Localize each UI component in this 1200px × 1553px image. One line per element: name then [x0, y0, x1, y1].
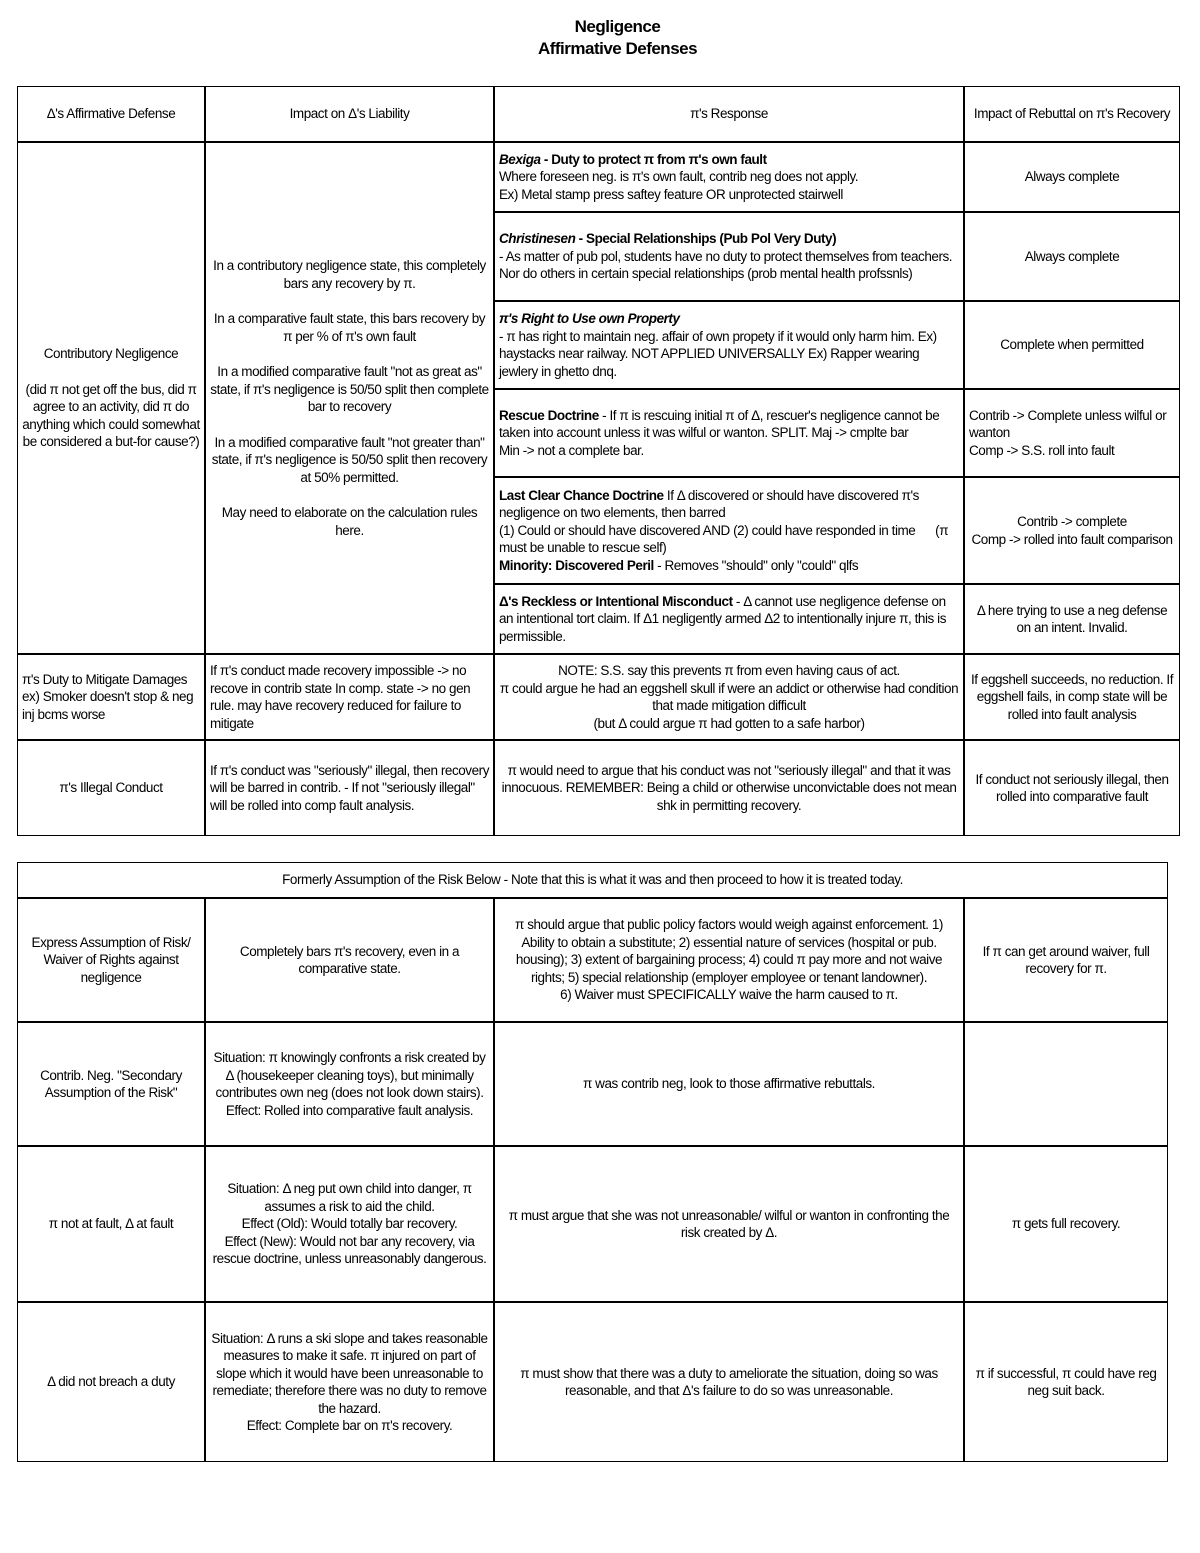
- response-text: Min -> not a complete bar.: [499, 442, 644, 458]
- mitigate-rebuttal-cell: If eggshell succeeds, no reduction. If eggshell fails, in comp state will be rolled into fault analysis: [964, 654, 1180, 740]
- impact-paragraph: May need to elaborate on the calculation rules here.: [221, 505, 478, 538]
- doctrine-heading: Minority: Discovered Peril: [499, 557, 654, 573]
- page-title: [0, 16, 1200, 60]
- doctrine-heading: Last Clear Chance Doctrine: [499, 487, 664, 503]
- table-header-row: [17, 86, 1180, 142]
- rebuttal-cell: Complete when permitted: [964, 301, 1180, 389]
- illegal-rebuttal-cell: If conduct not seriously illegal, then rolled into comparative fault: [964, 740, 1180, 836]
- response-text: π could argue he had an eggshell skull if were an addict or otherwise had condition that made mitigation difficult: [499, 680, 959, 713]
- impact-text: Effect: Rolled into comparative fault analysis.: [225, 1102, 474, 1118]
- defense-cell: π not at fault, Δ at fault: [17, 1146, 205, 1302]
- response-intentional-misconduct: [494, 584, 964, 654]
- response-text: - As matter of pub pol, students have no duty to protect themselves from teachers. Nor do others in certain special relationships (prob mental health profssnls): [499, 248, 953, 282]
- mitigate-response-cell: [494, 654, 964, 740]
- mitigate-defense-cell: π's Duty to Mitigate Damages ex) Smoker doesn't stop & neg inj bcms worse: [17, 654, 205, 740]
- contributory-impact-cell: [205, 142, 494, 654]
- case-name: Bexiga: [499, 151, 541, 167]
- response-bexiga: [494, 142, 964, 212]
- impact-cell: [205, 1022, 494, 1146]
- response-cell: [494, 898, 964, 1022]
- rebuttal-cell: [964, 389, 1180, 477]
- impact-text: Effect (New): Would not bar any recovery, via rescue doctrine, unless unreasonably dangerous.: [212, 1233, 487, 1267]
- mitigate-impact-cell: If π's conduct made recovery impossible -> no recove in contrib state In comp. state -> no gen rule. may have recovery reduced for failure to mitigate: [205, 654, 494, 740]
- assumption-banner: Formerly Assumption of the Risk Below - Note that this is what it was and then proceed to how it is treated today.: [17, 862, 1168, 898]
- response-cell: [494, 1302, 964, 1462]
- rebuttal-cell: Always complete: [964, 142, 1180, 212]
- contributory-note: (did π not get off the bus, did π agree to an activity, did π do anything which could somewhat be considered a but-for cause?): [22, 381, 200, 450]
- header-defense: Δ's Affirmative Defense: [17, 86, 205, 142]
- impact-cell: [205, 898, 494, 1022]
- rebuttal-line: Contrib -> complete: [1017, 514, 1127, 529]
- rebuttal-cell: π gets full recovery.: [964, 1146, 1168, 1302]
- response-text: NOTE: S.S. say this prevents π from even having caus of act.: [558, 663, 900, 678]
- response-christinesen: [494, 212, 964, 301]
- table-row: [17, 740, 1180, 836]
- response-text: - π has right to maintain neg. affair of own propety if it would only harm him. Ex) haystacks near railway. NOT APPLIED UNIVERSALLY Ex) Rapper wearing jewlery in ghetto dnq.: [499, 328, 937, 379]
- impact-paragraph: In a modified comparative fault "not greater than" state, if π's negligence is 50/50 split then recovery at 50% permitted.: [211, 434, 488, 485]
- doctrine-heading: Δ's Reckless or Intentional Misconduct: [499, 593, 733, 609]
- defense-cell: Δ did not breach a duty: [17, 1302, 205, 1462]
- response-rescue-doctrine: [494, 389, 964, 477]
- contributory-defense-cell: [17, 142, 205, 654]
- defense-cell: Express Assumption of Risk/ Waiver of Rights against negligence: [17, 898, 205, 1022]
- rebuttal-cell: Always complete: [964, 212, 1180, 301]
- impact-text: Situation: Δ runs a ski slope and takes reasonable measures to make it safe. π injured on part of slope which it would have been unreasonable to remediate; therefore there was no duty to remove the hazard.: [211, 1330, 488, 1416]
- response-text: π must argue that she was not unreasonable/ wilful or wanton in confronting the risk created by Δ.: [508, 1207, 950, 1240]
- rebuttal-cell: [964, 477, 1180, 584]
- table-row: [17, 1146, 1168, 1302]
- table-row: [17, 654, 1180, 740]
- response-own-property: [494, 301, 964, 389]
- impact-text: Effect: Complete bar on π's recovery.: [246, 1418, 453, 1433]
- rebuttal-cell: Δ here trying to use a neg defense on an intent. Invalid.: [964, 584, 1180, 654]
- response-cell: [494, 1146, 964, 1302]
- impact-paragraph: In a modified comparative fault "not as great as" state, if π's negligence is 50/50 split then complete bar to recovery: [210, 364, 489, 414]
- table-row: [17, 1302, 1168, 1462]
- header-rebuttal: Impact of Rebuttal on π's Recovery: [964, 86, 1180, 142]
- impact-cell: [205, 1146, 494, 1302]
- case-heading: - Special Relationships (Pub Pol Very Duty): [575, 231, 837, 247]
- impact-paragraph: In a contributory negligence state, this completely bars any recovery by π.: [213, 258, 486, 291]
- contributory-title: Contributory Negligence: [43, 346, 179, 362]
- impact-text: Situation: Δ neg put own child into danger, π assumes a risk to aid the child.: [227, 1181, 472, 1214]
- table-row: [17, 142, 1180, 212]
- impact-text: Situation: π knowingly confronts a risk created by Δ (housekeeper cleaning toys), but minimally contributes own neg (does not look down stairs).: [213, 1050, 486, 1100]
- response-last-clear-chance: [494, 477, 964, 584]
- rebuttal-line: Comp -> S.S. roll into fault: [969, 442, 1115, 458]
- response-text: (1) Could or should have discovered AND (2) could have responded in time (π must be unable to rescue self): [499, 522, 952, 556]
- response-text: π should argue that public policy factors would weigh against enforcement. 1) Ability to obtain a substitute; 2) essential nature of services (hospital or pub. housing); 3) extent of bargaining process; 4) could π pay more and not waive rights; 5) special relationship (employer employee or tenant landowner).: [515, 917, 943, 985]
- response-text: (but Δ could argue π had gotten to a safe harbor): [593, 715, 865, 731]
- case-name: Christinesen: [499, 231, 576, 247]
- case-name: π's Right to Use own Property: [499, 311, 680, 326]
- impact-text: Effect (Old): Would totally bar recovery.: [241, 1216, 458, 1232]
- title-line-2: Affirmative Defenses: [537, 39, 698, 58]
- title-line-1: Negligence: [574, 17, 661, 36]
- rebuttal-line: Contrib -> Complete unless wilful or wanton: [969, 407, 1167, 441]
- rebuttal-cell: If π can get around waiver, full recovery for π.: [964, 898, 1168, 1022]
- illegal-impact-cell: If π's conduct was "seriously" illegal, then recovery will be barred in contrib. - If not "seriously illegal" will be rolled into comp fault analysis.: [205, 740, 494, 836]
- table-row: [17, 862, 1168, 898]
- doctrine-heading: Rescue Doctrine: [499, 407, 599, 423]
- header-impact: Impact on Δ's Liability: [205, 86, 494, 142]
- header-response: π's Response: [494, 86, 964, 142]
- rebuttal-line: Comp -> rolled into fault comparison: [971, 531, 1173, 547]
- defenses-table: [17, 86, 1180, 836]
- impact-text: Completely bars π's recovery, even in a comparative state.: [239, 943, 460, 976]
- rebuttal-cell: [964, 1022, 1168, 1146]
- impact-cell: [205, 1302, 494, 1462]
- rebuttal-cell: π if successful, π could have reg neg suit back.: [964, 1302, 1168, 1462]
- illegal-defense-cell: π's Illegal Conduct: [17, 740, 205, 836]
- assumption-risk-table: [17, 862, 1168, 1462]
- response-text: Where foreseen neg. is π's own fault, contrib neg does not apply.: [499, 169, 859, 185]
- case-heading: - Duty to protect π from π's own fault: [540, 151, 767, 167]
- response-text: - Removes "should" only "could" qlfs: [653, 557, 859, 573]
- response-cell: [494, 1022, 964, 1146]
- response-text: - If π is rescuing initial π of Δ, rescuer's negligence cannot be taken into account unless it was wilful or wanton. SPLIT. Maj -> cmplte bar: [499, 407, 940, 441]
- response-text: - Δ cannot use negligence defense on an intentional tort claim. If Δ1 negligently armed Δ2 to intentionally injure π, this is permissible.: [499, 593, 946, 644]
- response-text: Ex) Metal stamp press saftey feature OR unprotected stairwell: [499, 186, 843, 202]
- response-text: π was contrib neg, look to those affirmative rebuttals.: [583, 1076, 875, 1092]
- response-text: If Δ discovered or should have discovered π's negligence on two elements, then barred: [499, 487, 919, 521]
- response-text: π must show that there was a duty to ameliorate the situation, doing so was reasonable, and that Δ's failure to do so was unreasonable.: [520, 1365, 938, 1398]
- response-text: 6) Waiver must SPECIFICALLY waive the harm caused to π.: [560, 987, 898, 1003]
- illegal-response-cell: π would need to argue that his conduct was not "seriously illegal" and that it was innocuous. REMEMBER: Being a child or otherwise unconvictable does not mean shk in permitting recovery.: [494, 740, 964, 836]
- table-row: [17, 1022, 1168, 1146]
- impact-paragraph: In a comparative fault state, this bars recovery by π per % of π's own fault: [213, 311, 486, 344]
- defense-cell: Contrib. Neg. "Secondary Assumption of the Risk": [17, 1022, 205, 1146]
- table-row: [17, 898, 1168, 1022]
